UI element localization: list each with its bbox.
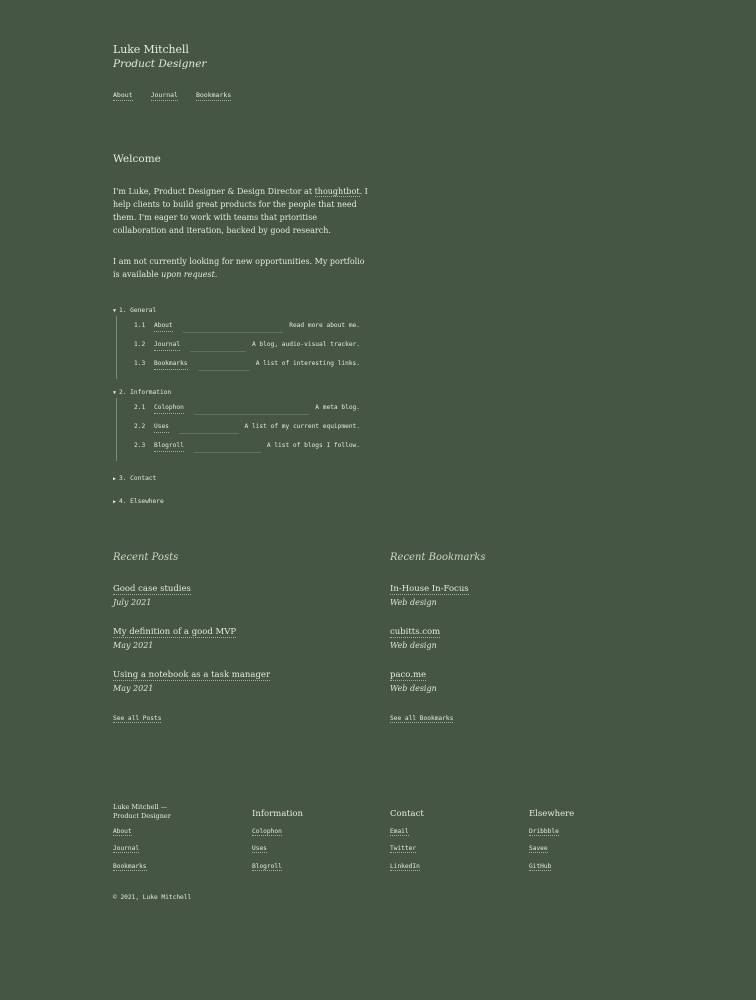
footer-link-twitter[interactable]: Twitter bbox=[390, 845, 417, 852]
tree-item-description: A list of interesting links. bbox=[255, 360, 360, 367]
bookmark-link[interactable]: cubitts.com bbox=[390, 627, 441, 637]
tree-section-label: 1. General bbox=[119, 307, 157, 314]
tree-item-description: A blog, audio-visual tracker. bbox=[251, 341, 360, 348]
nav-about-link[interactable]: About bbox=[113, 91, 133, 99]
tree-item-number: 2.2 bbox=[134, 423, 146, 430]
tree-item-about bbox=[134, 320, 360, 339]
footer-link-uses[interactable]: Uses bbox=[252, 845, 267, 852]
tree-toggle-elsewhere[interactable] bbox=[113, 496, 360, 507]
tree-link-about[interactable]: About bbox=[154, 320, 173, 332]
tree-item-description: Read more about me. bbox=[289, 322, 360, 329]
tree-link-journal[interactable]: Journal bbox=[154, 339, 180, 351]
footer-link-github[interactable]: GitHub bbox=[529, 863, 552, 870]
availability-text-start: I am not currently looking for new opportunities. My portfolio is available bbox=[113, 257, 365, 279]
tree-toggle-general[interactable] bbox=[113, 305, 360, 316]
post-item bbox=[113, 669, 270, 695]
footer-link-dribbble[interactable]: Dribbble bbox=[529, 828, 559, 835]
caret-right-icon: ▶ bbox=[113, 476, 117, 482]
tree-item-number: 1.3 bbox=[134, 360, 146, 367]
tree-leader-line bbox=[198, 364, 250, 371]
post-date: May 2021 bbox=[113, 684, 154, 693]
footer-link-about[interactable]: About bbox=[113, 828, 132, 835]
bookmark-category: Web design bbox=[390, 598, 437, 607]
copyright: © 2021, Luke Mitchell bbox=[113, 894, 192, 901]
availability-text-end: . bbox=[214, 270, 218, 279]
see-all-bookmarks-link[interactable]: See all Bookmarks bbox=[390, 715, 454, 722]
tree-leader-line bbox=[190, 345, 246, 352]
bookmark-link[interactable]: In-House In-Focus bbox=[390, 584, 469, 594]
bookmark-link[interactable]: paco.me bbox=[390, 670, 427, 680]
footer-information-heading: Information bbox=[252, 809, 304, 819]
bookmark-item bbox=[390, 669, 437, 695]
site-role: Product Designer bbox=[113, 58, 207, 70]
post-date: May 2021 bbox=[113, 641, 154, 650]
footer-link-email[interactable]: Email bbox=[390, 828, 409, 835]
availability-paragraph bbox=[113, 255, 369, 281]
intro-paragraph bbox=[113, 185, 369, 237]
post-link[interactable]: Using a notebook as a task manager bbox=[113, 670, 271, 680]
nav-bookmarks-link[interactable]: Bookmarks bbox=[195, 91, 232, 99]
intro-text-end: . I help clients to build great products for the people that need them. I'm eager to work with teams that prioritise collaboration and iteration, backed by good research. bbox=[113, 187, 368, 235]
tree-item-number: 2.3 bbox=[134, 442, 146, 449]
welcome-heading: Welcome bbox=[113, 153, 161, 165]
tree-item-description: A list of blogs I follow. bbox=[266, 442, 360, 449]
tree-link-bookmarks[interactable]: Bookmarks bbox=[154, 358, 188, 370]
tree-section-information bbox=[113, 387, 360, 461]
tree-leader-line bbox=[183, 326, 284, 333]
caret-down-icon: ▼ bbox=[113, 390, 117, 396]
nav-journal-link[interactable]: Journal bbox=[150, 91, 178, 99]
footer-link-colophon[interactable]: Colophon bbox=[252, 828, 282, 835]
post-item bbox=[113, 583, 191, 609]
tree-item-uses bbox=[134, 421, 360, 440]
footer-link-blogroll[interactable]: Blogroll bbox=[252, 863, 282, 870]
caret-down-icon: ▼ bbox=[113, 308, 117, 314]
recent-bookmarks-heading: Recent Bookmarks bbox=[390, 552, 486, 563]
post-item bbox=[113, 626, 236, 652]
footer-brand-role: Product Designer bbox=[113, 812, 171, 820]
footer-link-linkedin[interactable]: LinkedIn bbox=[390, 863, 420, 870]
bookmark-item bbox=[390, 583, 469, 609]
footer-link-savee[interactable]: Savee bbox=[529, 845, 548, 852]
tree-item-number: 1.2 bbox=[134, 341, 146, 348]
tree-link-uses[interactable]: Uses bbox=[154, 421, 169, 433]
tree-item-bookmarks bbox=[134, 358, 360, 377]
tree-item-number: 2.1 bbox=[134, 404, 146, 411]
post-link[interactable]: Good case studies bbox=[113, 584, 191, 594]
footer-link-bookmarks[interactable]: Bookmarks bbox=[113, 863, 147, 870]
tree-item-journal bbox=[134, 339, 360, 358]
footer-contact-heading: Contact bbox=[390, 809, 424, 819]
tree-section-label: 2. Information bbox=[119, 389, 172, 396]
tree-item-description: A list of my current equipment. bbox=[244, 423, 360, 430]
tree-children-general bbox=[116, 316, 360, 379]
tree-item-colophon bbox=[134, 402, 360, 421]
thoughtbot-link[interactable]: thoughtbot bbox=[314, 187, 360, 196]
bookmark-category: Web design bbox=[390, 684, 437, 693]
tree-leader-line bbox=[179, 427, 239, 434]
caret-right-icon: ▶ bbox=[113, 499, 117, 505]
tree-link-colophon[interactable]: Colophon bbox=[154, 402, 184, 414]
upon-request-text: upon request bbox=[161, 270, 215, 279]
bookmark-item bbox=[390, 626, 440, 652]
tree-children-information bbox=[116, 398, 360, 461]
tree-item-description: A meta blog. bbox=[315, 404, 360, 411]
post-link[interactable]: My definition of a good MVP bbox=[113, 627, 237, 637]
tree-link-blogroll[interactable]: Blogroll bbox=[154, 440, 184, 452]
site-name[interactable]: Luke Mitchell bbox=[113, 43, 189, 56]
site-tree bbox=[113, 305, 360, 507]
footer-brand bbox=[113, 803, 171, 821]
tree-section-label: 3. Contact bbox=[119, 475, 157, 482]
main-nav bbox=[113, 91, 231, 101]
tree-item-number: 1.1 bbox=[134, 322, 146, 329]
bookmark-category: Web design bbox=[390, 641, 437, 650]
tree-toggle-contact[interactable] bbox=[113, 473, 360, 484]
tree-item-blogroll bbox=[134, 440, 360, 459]
tree-section-label: 4. Elsewhere bbox=[119, 498, 164, 505]
tree-toggle-information[interactable] bbox=[113, 387, 360, 398]
intro-text-start: I'm Luke, Product Designer & Design Director at bbox=[113, 187, 315, 196]
footer-link-journal[interactable]: Journal bbox=[113, 845, 140, 852]
see-all-posts-link[interactable]: See all Posts bbox=[113, 715, 162, 722]
footer-elsewhere-heading: Elsewhere bbox=[529, 809, 575, 819]
post-date: July 2021 bbox=[113, 598, 152, 607]
tree-leader-line bbox=[194, 408, 309, 415]
tree-leader-line bbox=[194, 446, 261, 453]
recent-posts-heading: Recent Posts bbox=[113, 552, 179, 563]
tree-section-general bbox=[113, 305, 360, 379]
footer-brand-name: Luke Mitchell — bbox=[113, 803, 168, 811]
